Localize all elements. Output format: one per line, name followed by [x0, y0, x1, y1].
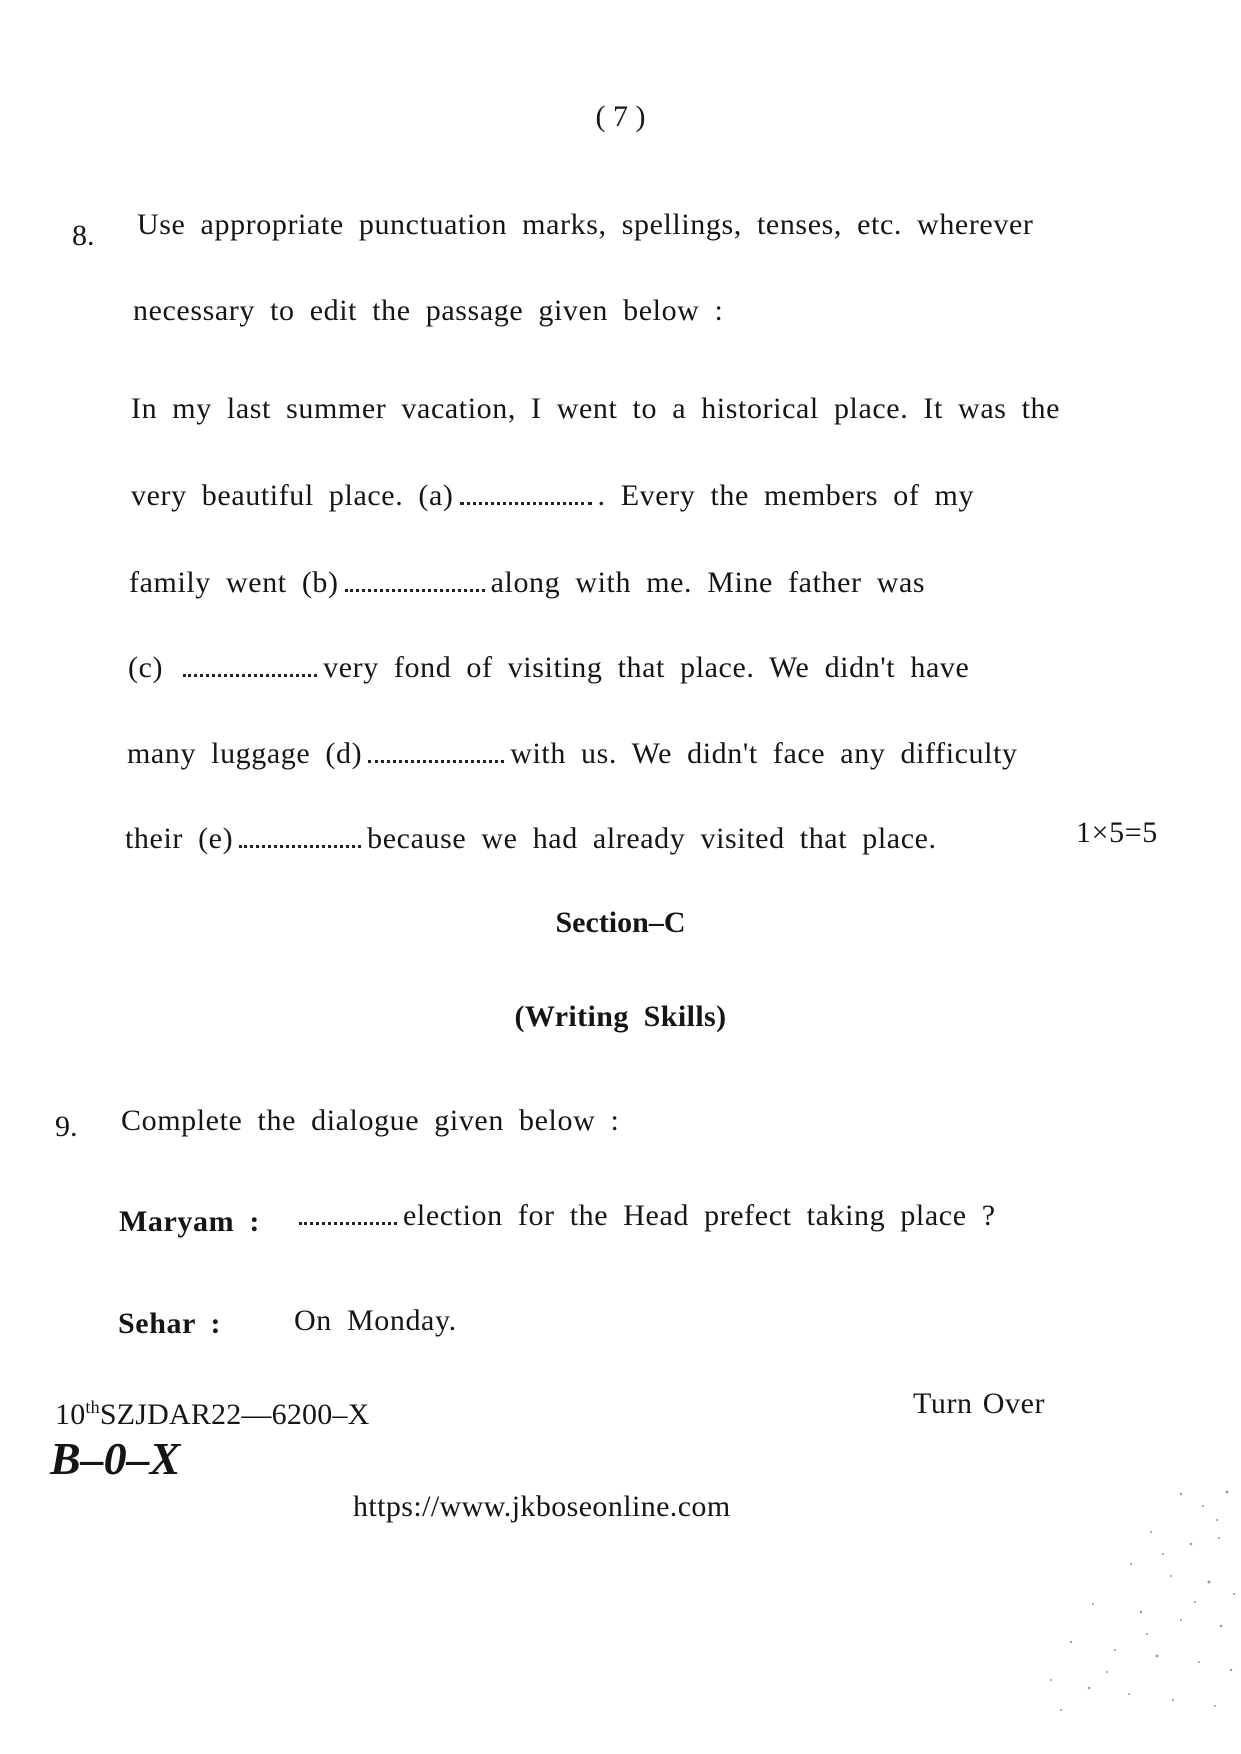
question-8-instruction-line2: necessary to edit the passage given below :: [133, 294, 724, 327]
passage-line-5-end: with us. We didn't face any difficulty: [510, 737, 1018, 770]
question-8-marks: 1×5=5: [1076, 816, 1158, 849]
passage-line-6: [125, 822, 937, 856]
blank-d: [368, 760, 504, 763]
question-8-number: 8.: [72, 219, 95, 252]
turn-over-label: Turn Over: [913, 1387, 1046, 1420]
dialogue-speaker-sehar: Sehar :: [118, 1307, 222, 1340]
dialogue-line-maryam: [299, 1199, 996, 1233]
passage-line-1: In my last summer vacation, I went to a historical place. It was the: [131, 392, 1061, 425]
set-code: B–0–X: [50, 1433, 181, 1484]
passage-line-2-start: very beautiful place. (a): [131, 479, 454, 512]
dialogue-speaker-maryam: Maryam :: [119, 1205, 260, 1238]
scan-noise: [1031, 1484, 1241, 1714]
question-8-instruction-line1: Use appropriate punctuation marks, spellings, tenses, etc. wherever: [137, 208, 1034, 241]
blank-dialogue: [299, 1222, 397, 1225]
section-title: Section–C: [555, 906, 686, 939]
paper-code: [55, 1397, 370, 1432]
passage-line-6-start: their (e): [125, 822, 234, 855]
passage-line-4-start: (c): [128, 651, 164, 684]
passage-line-4-end: very fond of visiting that place. We didn't have: [323, 651, 970, 684]
blank-b: [345, 589, 485, 592]
footer-url: https://www.jkboseonline.com: [353, 1490, 731, 1523]
passage-line-5-start: many luggage (d): [127, 737, 363, 770]
section-subtitle: (Writing Skills): [514, 1000, 727, 1033]
question-9-instruction: Complete the dialogue given below :: [121, 1104, 620, 1137]
passage-line-3: [129, 566, 925, 600]
dialogue-text-maryam: election for the Head prefect taking place ?: [403, 1199, 996, 1232]
passage-line-3-end: along with me. Mine father was: [490, 566, 926, 599]
dialogue-text-sehar: On Monday.: [294, 1304, 457, 1337]
passage-line-2-end: . Every the members of my: [597, 479, 975, 512]
page-number: ( 7 ): [595, 100, 646, 133]
passage-line-2: [131, 479, 974, 513]
paper-code-prefix: 10: [55, 1398, 86, 1431]
passage-line-6-end: because we had already visited that place.: [367, 822, 937, 855]
question-9-number: 9.: [55, 1110, 78, 1143]
passage-line-4: [128, 651, 969, 685]
blank-a: [460, 502, 592, 505]
blank-e: [239, 845, 361, 848]
paper-code-superscript: th: [85, 1397, 100, 1417]
blank-c: [183, 674, 317, 677]
paper-code-rest: SZJDAR22—6200–X: [99, 1398, 370, 1431]
passage-line-3-start: family went (b): [129, 566, 339, 599]
passage-line-5: [127, 737, 1018, 771]
